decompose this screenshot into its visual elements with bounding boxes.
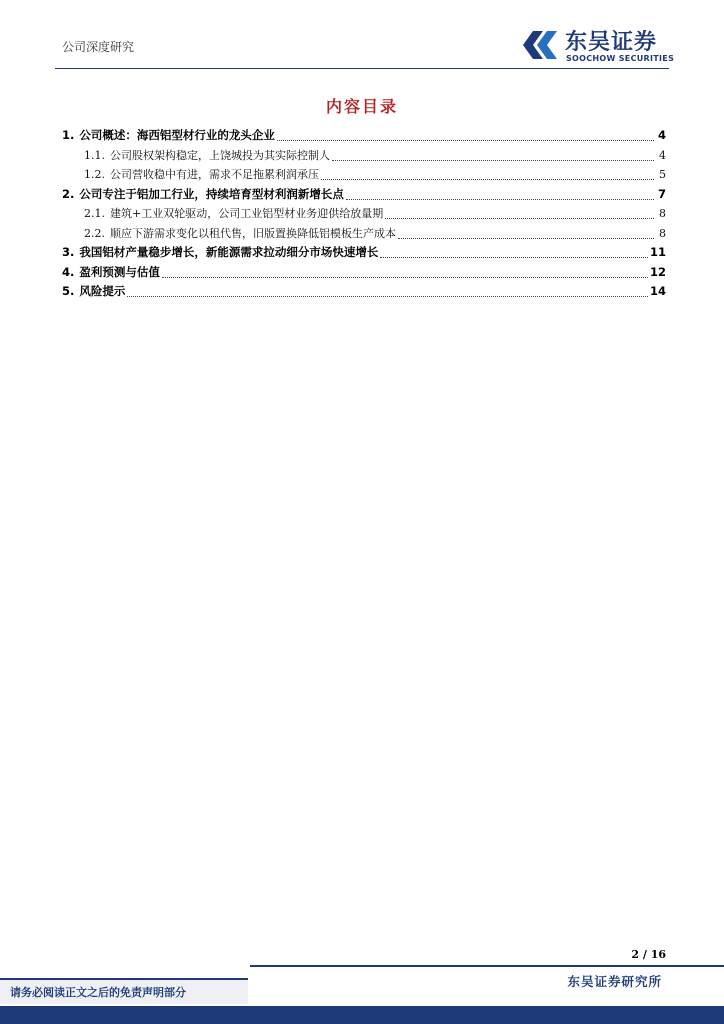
toc-entry-title: 建筑+工业双轮驱动，公司工业铝型材业务迎供给放量期: [110, 207, 384, 220]
toc-leader-dots: [127, 296, 648, 297]
header-divider: [55, 68, 669, 69]
toc-entry-page: 11: [649, 245, 666, 259]
toc-entry[interactable]: [62, 283, 666, 303]
toc-leader-dots: [385, 218, 654, 219]
toc-entry-page: 12: [649, 264, 666, 279]
toc-entry[interactable]: [62, 127, 666, 147]
toc-entry-page: 4: [659, 148, 666, 162]
toc-entry-number: 1.: [62, 128, 75, 142]
toc-leader-dots: [277, 140, 654, 141]
toc-entry-page: 7: [657, 186, 666, 201]
toc-entry-page: 5: [659, 168, 666, 181]
toc-leader-dots: [346, 199, 654, 200]
page-indicator: 2 / 16: [631, 948, 666, 961]
toc-entry-title: 公司概述：海西铝型材行业的龙头企业: [79, 128, 275, 142]
toc-entry-title: 顺应下游需求变化以租代售，旧版置换降低铝模板生产成本: [110, 226, 396, 240]
toc-entry-title: 我国铝材产量稳步增长，新能源需求拉动细分市场快速增长: [79, 245, 379, 259]
footer-band: [0, 1006, 724, 1024]
toc-entry-number: 1.2.: [84, 168, 105, 181]
toc-entry-title: 公司股权架构稳定，上饶城投为其实际控制人: [110, 148, 330, 162]
toc-entry-number: 2.2.: [84, 226, 105, 240]
toc-entry-title: 盈利预测与估值: [79, 264, 160, 279]
footer-organization: 东吴证券研究所: [567, 974, 662, 989]
toc-entry[interactable]: [62, 205, 666, 225]
table-of-contents: [62, 127, 666, 303]
toc-title: 内容目录: [325, 97, 398, 116]
header-category: 公司深度研究: [62, 40, 135, 54]
logo-chinese-name: 东吴证券: [565, 30, 658, 55]
toc-entry-page: 14: [649, 284, 666, 298]
toc-leader-dots: [398, 238, 654, 239]
toc-entry-page: 8: [659, 207, 666, 220]
logo-english-name: SOOCHOW SECURITIES: [566, 54, 675, 63]
toc-leader-dots: [321, 179, 654, 180]
toc-entry-page: 4: [657, 128, 666, 142]
toc-entry-number: 5.: [62, 284, 75, 298]
toc-entry[interactable]: [62, 147, 666, 167]
toc-entry-title: 公司专注于铝加工行业，持续培育型材利润新增长点: [79, 186, 344, 201]
company-logo: [519, 25, 675, 65]
toc-leader-dots: [380, 257, 648, 258]
toc-entry[interactable]: [62, 264, 666, 284]
toc-entry-number: 2.1.: [84, 207, 105, 220]
toc-leader-dots: [332, 160, 654, 161]
toc-entry-number: 2.: [62, 186, 75, 201]
toc-entry[interactable]: [62, 166, 666, 186]
toc-entry-title: 公司营收稳中有进，需求不足拖累利润承压: [110, 168, 319, 181]
footer-divider: [250, 965, 724, 967]
disclaimer-text: 请务必阅读正文之后的免责声明部分: [10, 986, 186, 999]
logo-mark-icon: [519, 27, 559, 63]
disclaimer-banner: [0, 978, 248, 1004]
toc-leader-dots: [162, 277, 648, 278]
toc-entry-page: 8: [659, 226, 666, 240]
toc-entry[interactable]: [62, 225, 666, 245]
toc-entry-number: 1.1.: [84, 148, 105, 162]
toc-entry[interactable]: [62, 244, 666, 264]
toc-entry[interactable]: [62, 186, 666, 206]
toc-entry-number: 3.: [62, 245, 75, 259]
toc-entry-title: 风险提示: [79, 284, 126, 298]
toc-entry-number: 4.: [62, 264, 75, 279]
